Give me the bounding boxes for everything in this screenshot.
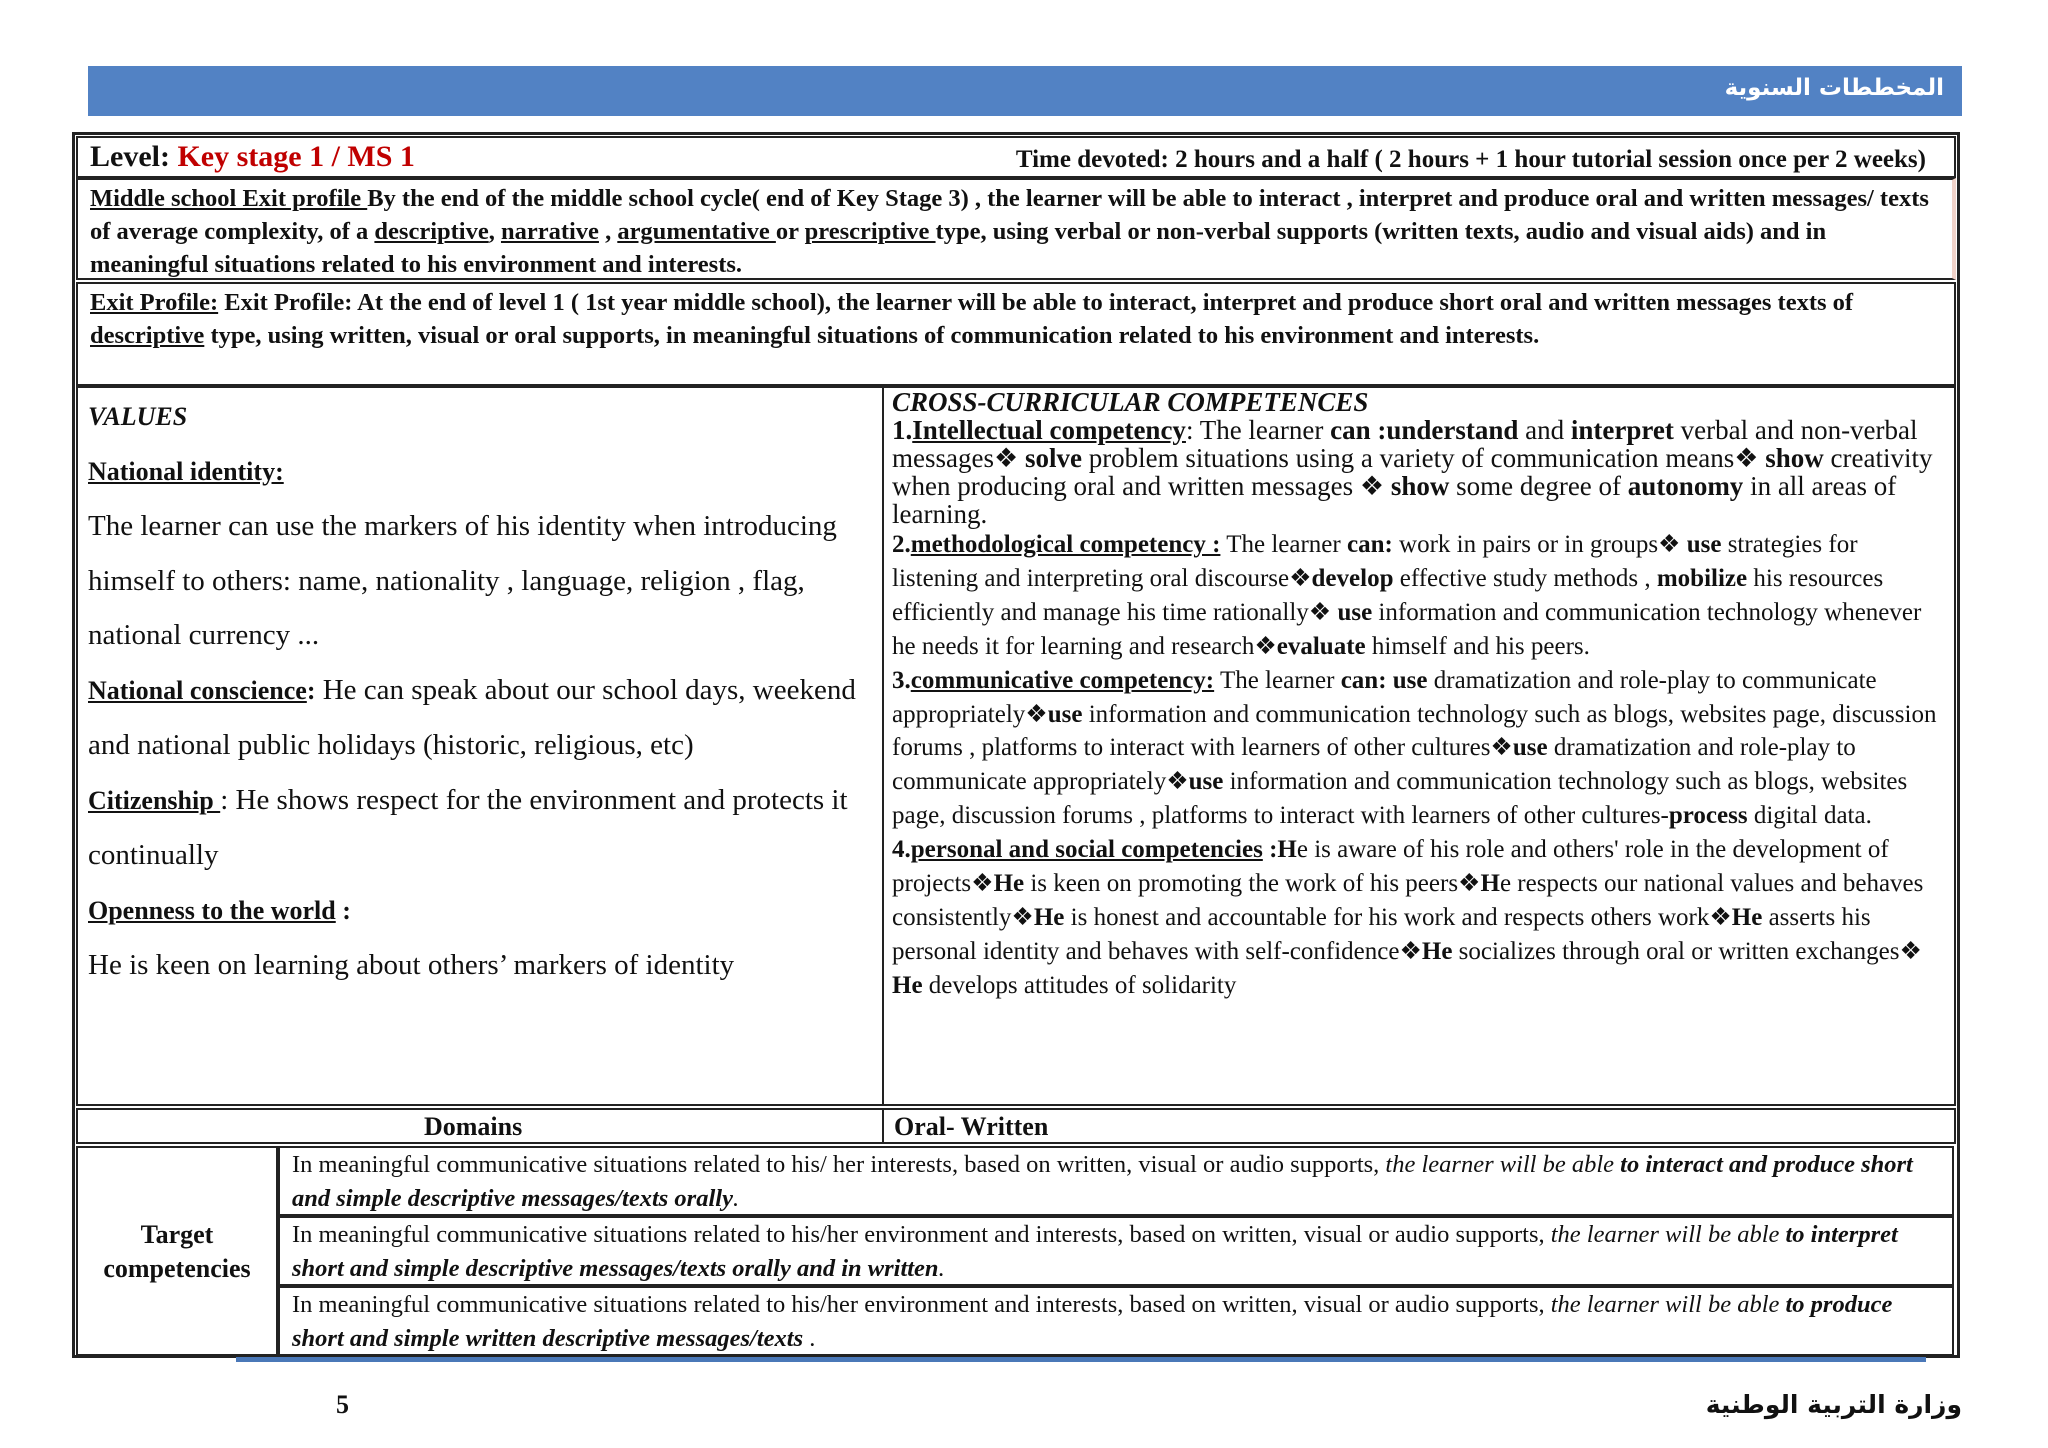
values-cell: [76, 386, 884, 1106]
target-row-1-text: In meaningful communicative situations related to his/ her interests, based on written, visual or audio supports, the learner will be able to interact and produce short and simple descriptive messages/texts orally.: [292, 1151, 1913, 1212]
national-conscience: National conscience: He can speak about our school days, weekend and national public holidays (historic, religious, etc): [88, 673, 856, 761]
domains-value: Oral- Written: [894, 1112, 1049, 1141]
header-band: [88, 66, 1962, 116]
personal-social-competencies: 4.personal and social competencies :He is aware of his role and others' role in the development of projects❖He is keen on promoting the work of his peers❖He respects our national values and behaves consistently❖He is honest and accountable for his work and respects others work❖He asserts his personal identity and behaves with self-confidence❖He socializes through oral or written exchanges❖ He develops attitudes of solidarity: [892, 836, 1924, 999]
target-competencies-label: Target competencies: [103, 1220, 251, 1283]
time-devoted: Time devoted: 2 hours and a half ( 2 hours + 1 hour tutorial session once per 2 weeks): [1015, 146, 1926, 173]
level-text: Level: Key stage 1 / MS 1: [90, 140, 415, 173]
openness-title: Openness to the world :: [88, 895, 351, 925]
ministry-name: وزارة التربية الوطنية: [1705, 1390, 1962, 1419]
cross-heading: CROSS-CURRICULAR COMPETENCES: [892, 387, 1369, 417]
target-row-1: [278, 1146, 1954, 1216]
exit-profile-title: Exit Profile:: [90, 289, 219, 316]
footer-divider: [236, 1357, 1926, 1362]
target-row-2: [278, 1216, 1954, 1286]
target-row-3-text: In meaningful communicative situations related to his/her environment and interests, based on written, visual or audio supports, the learner will be able to produce short and simple written descriptive messages/texts .: [292, 1291, 1893, 1352]
page-number: 5: [336, 1390, 349, 1419]
target-competencies-label-cell: [76, 1146, 278, 1356]
exit-profile-text: Exit Profile: Exit Profile: At the end of level 1 ( 1st year middle school), the learner will be able to interact, interpret and produce short oral and written messages texts of descriptive type, using written, visual or oral supports, in meaningful situations of communication related to his environment and interests.: [90, 289, 1854, 349]
cross-curricular-text: [892, 388, 1942, 1003]
domains-value-cell: [882, 1108, 1956, 1144]
communicative-competency: 3.communicative competency: The learner can: use dramatization and role-play to communicate appropriately❖use information and communication technology such as blogs, websites page, discussion forums , platforms to interact with learners of other cultures❖use dramatization and role-play to communicate appropriately❖use information and communication technology such as blogs, websites page, discussion forums , platforms to interact with learners of other cultures-process digital data.: [892, 666, 1937, 830]
middle-school-profile-text: Middle school Exit profile By the end of the middle school cycle( end of Key Stage 3) , the learner will be able to interact , interpret and produce oral and written messages/ texts of average complexity, of a descriptive, narrative , argumentative or prescriptive type, using verbal or non-verbal supports (written texts, audio and visual aids) and in meaningful situations related to his environment and interests.: [90, 185, 1929, 278]
exit-profile-row: [76, 282, 1956, 386]
openness-text: He is keen on learning about others’ markers of identity: [88, 949, 735, 981]
values-text: [88, 390, 872, 993]
level-row: [76, 136, 1956, 178]
target-row-3: [278, 1286, 1954, 1356]
middle-profile-title: Middle school Exit profile: [90, 185, 368, 212]
middle-school-profile-row: [76, 178, 1956, 280]
national-identity-text: The learner can use the markers of his identity when introducing himself to others: name, nationality , language, religion , flag, national currency ...: [88, 510, 837, 651]
intellectual-competency: 1.Intellectual competency: The learner can :understand and interpret verbal and non-verbal messages❖ solve problem situations using a variety of communication means❖ show creativity when producing oral and written messages ❖ show some degree of autonomy in all areas of learning.: [892, 415, 1933, 529]
values-heading: VALUES: [88, 402, 188, 431]
level-value: Key stage 1 / MS 1: [177, 140, 415, 173]
cross-curricular-cell: [882, 386, 1956, 1106]
target-row-2-text: In meaningful communicative situations related to his/her environment and interests, based on written, visual or audio supports, the learner will be able to interpret short and simple descriptive messages/texts orally and in written.: [292, 1221, 1898, 1282]
header-title: المخططات السنوية: [1724, 75, 1944, 101]
national-identity-title: National identity:: [88, 456, 284, 486]
domains-label: Domains: [424, 1112, 523, 1141]
cross-top-block: [892, 388, 1942, 528]
methodological-competency: 2.methodological competency : The learner can: work in pairs or in groups❖ use strategies for listening and interpreting oral discourse❖develop effective study methods , mobilize his resources efficiently and manage his time rationally❖ use information and communication technology whenever he needs it for learning and research❖evaluate himself and his peers.: [892, 531, 1922, 660]
domains-label-cell: [76, 1108, 884, 1144]
citizenship: Citizenship : He shows respect for the environment and protects it continually: [88, 783, 848, 871]
